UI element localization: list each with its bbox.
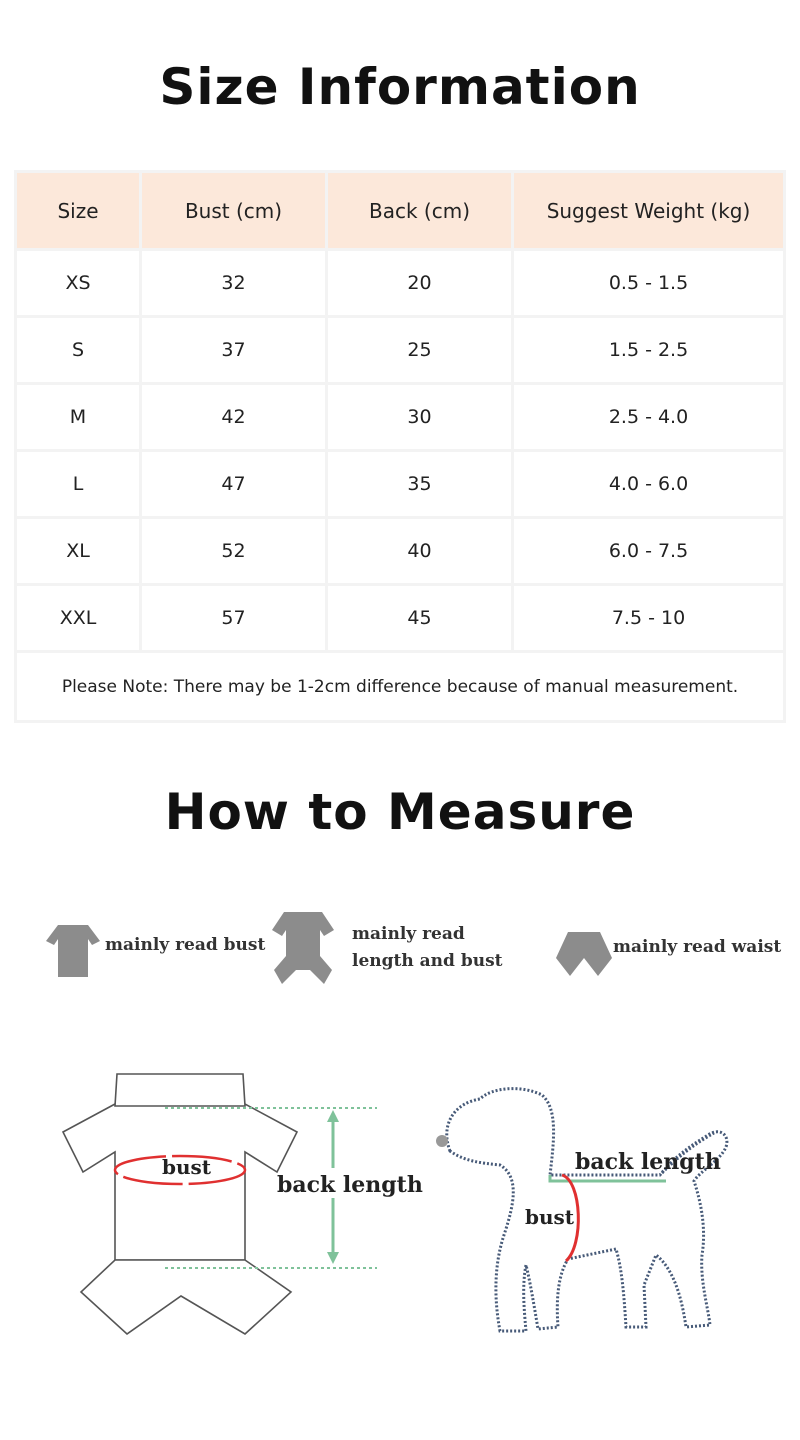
tshirt-icon <box>44 923 102 979</box>
cell-weight: 4.0 - 6.0 <box>514 452 783 516</box>
legend-label-length-bust-line1: mainly read <box>352 924 465 944</box>
dog-back-length-label: back length <box>575 1149 721 1175</box>
jumpsuit-icon <box>270 910 336 986</box>
dog-bust-label: bust <box>525 1205 575 1229</box>
cell-size: L <box>17 452 139 516</box>
garment-legs-outline <box>81 1260 291 1334</box>
cell-back: 25 <box>328 318 511 382</box>
garment-diagram <box>55 1070 395 1340</box>
garment-bust-label: bust <box>162 1155 212 1179</box>
cell-weight: 2.5 - 4.0 <box>514 385 783 449</box>
cell-weight: 7.5 - 10 <box>514 586 783 650</box>
header-size: Size <box>17 173 139 248</box>
cell-bust: 42 <box>142 385 325 449</box>
table-row <box>17 385 783 449</box>
cell-bust: 32 <box>142 251 325 315</box>
table-row <box>17 586 783 650</box>
cell-weight: 6.0 - 7.5 <box>514 519 783 583</box>
cell-size: XXL <box>17 586 139 650</box>
measurement-note: Please Note: There may be 1-2cm difference because of manual measurement. <box>17 653 783 720</box>
how-to-measure-title: How to Measure <box>164 783 636 841</box>
arrow-down-head <box>327 1252 339 1264</box>
header-weight: Suggest Weight (kg) <box>514 173 783 248</box>
legend-label-length-bust-line2: length and bust <box>352 951 503 971</box>
garment-back-length-label: back length <box>277 1172 423 1198</box>
table-row <box>17 519 783 583</box>
cell-size: S <box>17 318 139 382</box>
cell-bust: 57 <box>142 586 325 650</box>
cell-back: 40 <box>328 519 511 583</box>
cell-size: XS <box>17 251 139 315</box>
size-table <box>14 170 786 723</box>
cell-back: 35 <box>328 452 511 516</box>
dog-nose-icon <box>436 1135 448 1147</box>
cell-back: 30 <box>328 385 511 449</box>
cell-back: 45 <box>328 586 511 650</box>
cell-bust: 47 <box>142 452 325 516</box>
dog-outline <box>447 1089 727 1331</box>
cell-weight: 0.5 - 1.5 <box>514 251 783 315</box>
header-back: Back (cm) <box>328 173 511 248</box>
dog-diagram <box>430 1085 740 1340</box>
cell-back: 20 <box>328 251 511 315</box>
cell-bust: 52 <box>142 519 325 583</box>
header-bust: Bust (cm) <box>142 173 325 248</box>
garment-collar-outline <box>115 1074 245 1106</box>
cell-size: XL <box>17 519 139 583</box>
cell-size: M <box>17 385 139 449</box>
garment-body-outline <box>63 1104 297 1260</box>
cell-weight: 1.5 - 2.5 <box>514 318 783 382</box>
pants-icon <box>554 930 614 978</box>
legend-label-bust: mainly read bust <box>105 935 266 955</box>
size-information-title: Size Information <box>159 58 641 116</box>
size-table-header-row <box>17 173 783 248</box>
note-row <box>17 653 783 720</box>
arrow-up-head <box>327 1110 339 1122</box>
table-row <box>17 251 783 315</box>
table-row <box>17 452 783 516</box>
table-row <box>17 318 783 382</box>
legend-label-waist: mainly read waist <box>613 937 782 957</box>
cell-bust: 37 <box>142 318 325 382</box>
